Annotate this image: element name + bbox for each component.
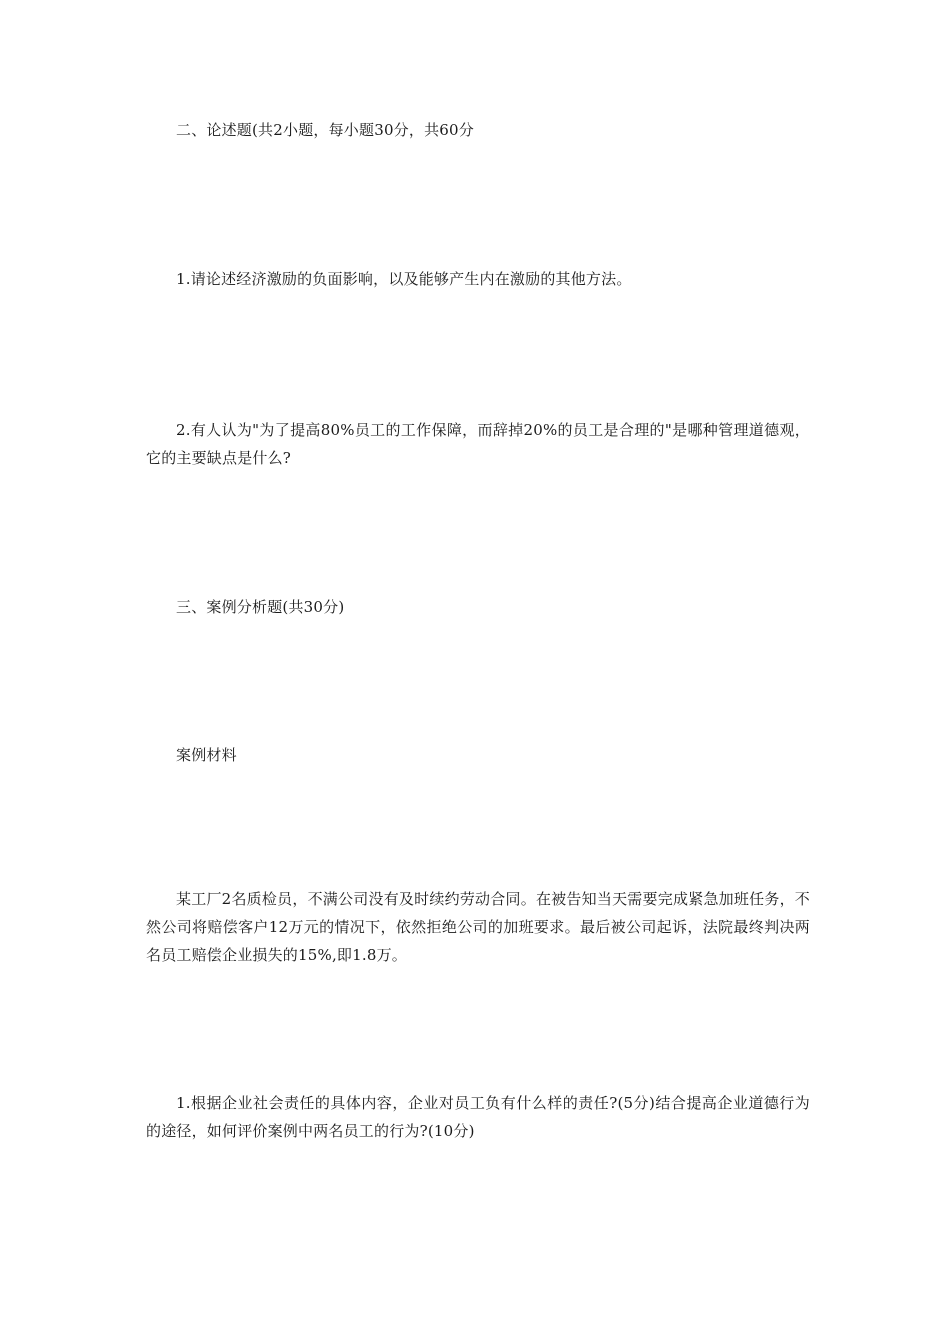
- essay-question-2: 2.有人认为"为了提高80%员工的工作保障，而辞掉20%的员工是合理的"是哪种管理道德观，它的主要缺点是什么?: [146, 421, 810, 467]
- essay-question-1: 1.请论述经济激励的负面影响，以及能够产生内在激励的其他方法。: [176, 270, 632, 288]
- case-question-1: 1.根据企业社会责任的具体内容，企业对员工负有什么样的责任?(5分)结合提高企业道德行为的途径，如何评价案例中两名员工的行为?(10分): [146, 1094, 810, 1140]
- case-material-text: 某工厂2名质检员，不满公司没有及时续约劳动合同。在被告知当天需要完成紧急加班任务，不然公司将赔偿客户12万元的情况下，依然拒绝公司的加班要求。最后被公司起诉，法院最终判决两名员工赔偿企业损失的15%,即1.8万。: [146, 890, 810, 964]
- case-material-label: 案例材料: [176, 746, 237, 764]
- section-heading-essay: 二、论述题(共2小题，每小题30分，共60分: [176, 121, 474, 139]
- section-heading-case: 三、案例分析题(共30分): [176, 598, 345, 616]
